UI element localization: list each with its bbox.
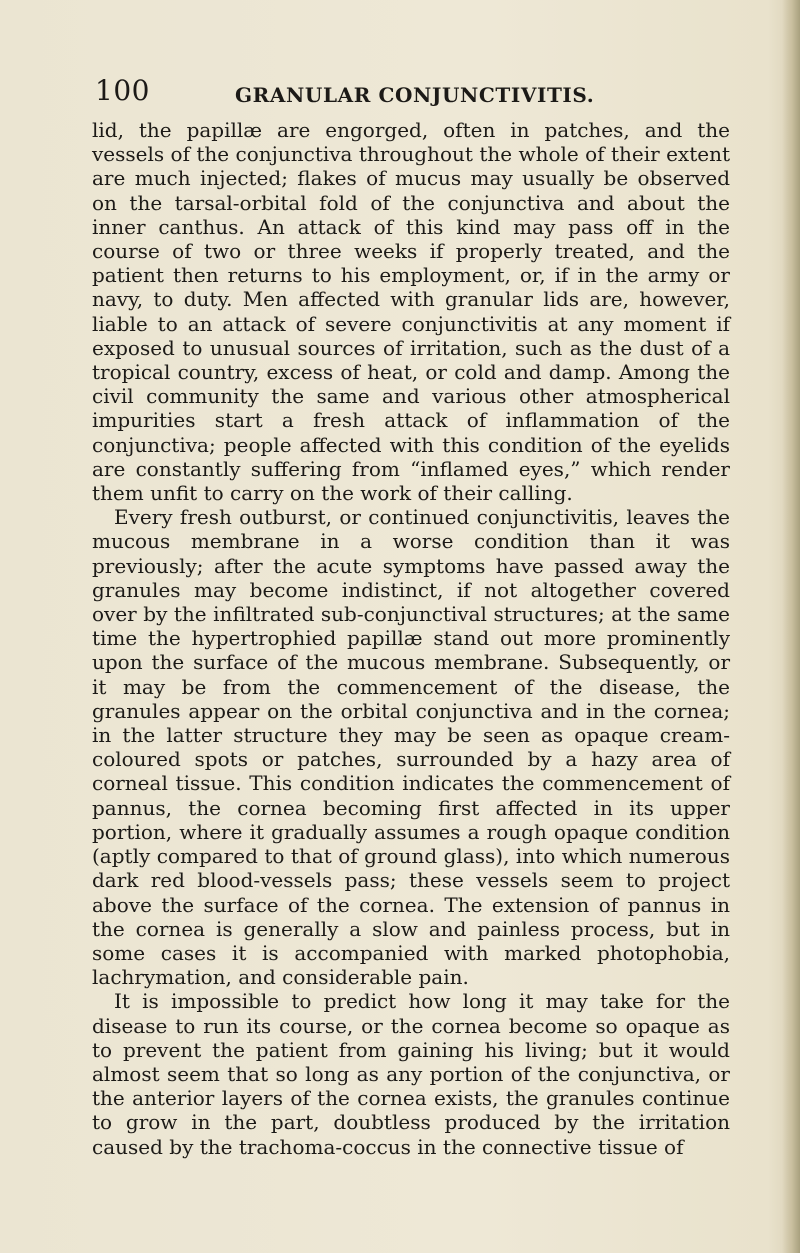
page-number: 100	[95, 74, 150, 107]
page-edge-shadow	[782, 0, 800, 1253]
running-head-title: GRANULAR CONJUNCTIVITIS.	[235, 83, 595, 107]
body-text	[92, 118, 730, 1159]
paragraph-2: Every fresh outburst, or continued conjunctivitis, leaves the mucous membrane in a worse condition than it was previously; after the acute symptoms have passed away the granules may become indistinct, if not altogether covered over by the infiltrated sub-conjunctival structures; at the same time the hypertrophied papillæ stand out more prominently upon the surface of the mucous membrane. Subsequently, or it may be from the commencement of the disease, the granules appear on the orbital conjunctiva and in the cornea; in the latter structure they may be seen as opaque cream-coloured spots or patches, surrounded by a hazy area of corneal tissue. This condition indicates the commencement of pannus, the cornea becoming first affected in its upper portion, where it gradually assumes a rough opaque condition (aptly compared to that of ground glass), into which numerous dark red blood-vessels pass; these vessels seem to project above the surface of the cornea. The extension of pannus in the cornea is generally a slow and painless process, but in some cases it is accompanied with marked photophobia, lachrymation, and considerable pain.	[92, 505, 730, 990]
running-head	[95, 76, 730, 110]
paragraph-3: It is impossible to predict how long it may take for the disease to run its course, or the cornea become so opaque as to prevent the patient from gaining his living; but it would almost seem that so long as any portion of the conjunctiva, or the anterior layers of the cornea exists, the granules continue to grow in the part, doubtless produced by the irritation caused by the trachoma-coccus in the connective tissue of	[92, 989, 730, 1159]
paragraph-1: lid, the papillæ are engorged, often in patches, and the vessels of the conjunctiva throughout the whole of their extent are much injected; flakes of mucus may usually be observed on the tarsal-orbital fold of the conjunctiva and about the inner canthus. An attack of this kind may pass off in the course of two or three weeks if properly treated, and the patient then returns to his employment, or, if in the army or navy, to duty. Men affected with granular lids are, however, liable to an attack of severe conjunctivitis at any moment if exposed to unusual sources of irritation, such as the dust of a tropical country, excess of heat, or cold and damp. Among the civil community the same and various other atmospherical impurities start a fresh attack of inflammation of the conjunctiva; people affected with this condition of the eyelids are constantly suffering from “inflamed eyes,” which render them unfit to carry on the work of their calling.	[92, 118, 730, 506]
